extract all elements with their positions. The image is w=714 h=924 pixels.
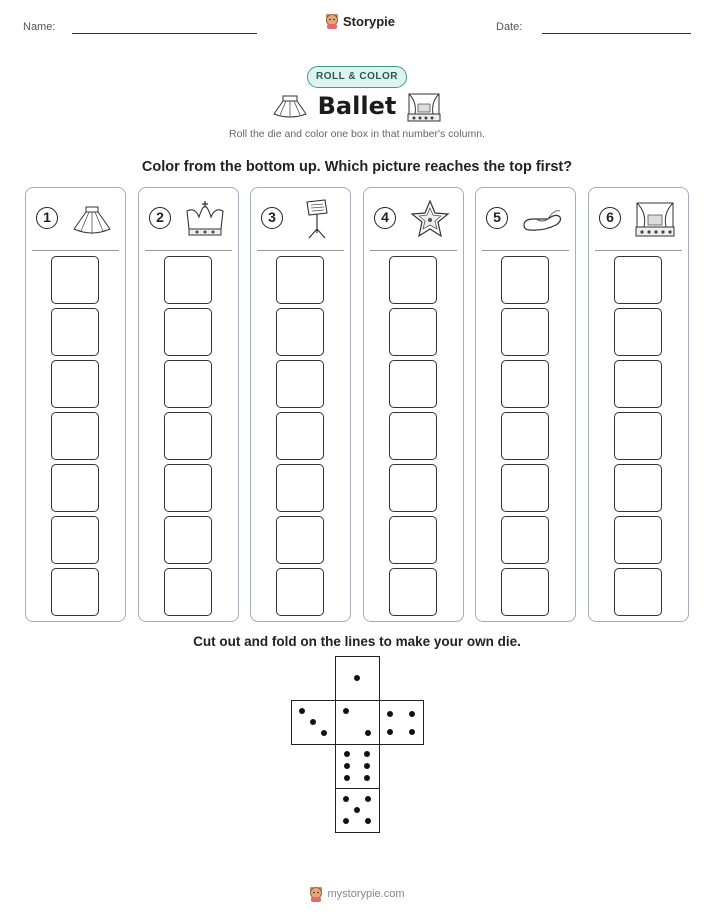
date-label: Date: xyxy=(496,21,523,33)
die-face-4[interactable] xyxy=(379,700,424,745)
pip xyxy=(343,708,349,714)
question: Color from the bottom up. Which picture reaches the top first? xyxy=(141,159,573,175)
pip xyxy=(321,730,327,736)
column-number: 2 xyxy=(149,207,171,229)
color-box[interactable] xyxy=(164,516,212,564)
pip xyxy=(344,751,350,757)
pip xyxy=(354,675,360,681)
name-label: Name: xyxy=(23,21,56,33)
column-number: 5 xyxy=(486,207,508,229)
color-box[interactable] xyxy=(614,360,662,408)
pip xyxy=(299,708,305,714)
color-box[interactable] xyxy=(51,360,99,408)
column-number: 1 xyxy=(36,207,58,229)
color-box[interactable] xyxy=(276,308,324,356)
die-instruction: Cut out and fold on the lines to make your own die. xyxy=(193,634,521,649)
color-box[interactable] xyxy=(614,464,662,512)
column-divider xyxy=(595,250,682,251)
music-stand-icon xyxy=(295,199,339,239)
pip xyxy=(365,818,371,824)
column-3 xyxy=(250,187,351,622)
column-number: 6 xyxy=(599,207,621,229)
footer-url[interactable]: mystorypie.com xyxy=(327,888,405,900)
color-box[interactable] xyxy=(164,412,212,460)
color-box[interactable] xyxy=(276,412,324,460)
tutu-icon xyxy=(70,199,114,239)
color-box[interactable] xyxy=(389,360,437,408)
color-box[interactable] xyxy=(164,568,212,616)
pip xyxy=(344,775,350,781)
color-box[interactable] xyxy=(614,516,662,564)
die-face-1[interactable] xyxy=(335,656,380,701)
column-divider xyxy=(370,250,457,251)
pip xyxy=(387,729,393,735)
ballet-slipper-icon xyxy=(520,199,564,239)
color-box[interactable] xyxy=(389,308,437,356)
color-box[interactable] xyxy=(276,568,324,616)
color-box[interactable] xyxy=(501,464,549,512)
pip xyxy=(365,730,371,736)
bear-logo-icon xyxy=(309,886,323,902)
color-box[interactable] xyxy=(501,308,549,356)
pip xyxy=(343,796,349,802)
pip xyxy=(365,796,371,802)
pip xyxy=(344,763,350,769)
column-divider xyxy=(482,250,569,251)
page-title: Ballet xyxy=(317,92,397,120)
color-box[interactable] xyxy=(51,308,99,356)
pip xyxy=(364,751,370,757)
color-box[interactable] xyxy=(51,412,99,460)
color-box[interactable] xyxy=(51,568,99,616)
pip xyxy=(354,807,360,813)
die-face-5[interactable] xyxy=(335,788,380,833)
color-box[interactable] xyxy=(501,568,549,616)
roll-color-badge: ROLL & COLOR xyxy=(307,66,407,88)
color-box[interactable] xyxy=(614,256,662,304)
column-1 xyxy=(25,187,126,622)
color-box[interactable] xyxy=(501,412,549,460)
color-box[interactable] xyxy=(164,464,212,512)
pip xyxy=(310,719,316,725)
color-box[interactable] xyxy=(276,256,324,304)
column-number: 3 xyxy=(261,207,283,229)
color-box[interactable] xyxy=(501,256,549,304)
column-divider xyxy=(145,250,232,251)
color-box[interactable] xyxy=(276,464,324,512)
color-box[interactable] xyxy=(164,256,212,304)
die-face-6[interactable] xyxy=(335,744,380,789)
color-box[interactable] xyxy=(501,360,549,408)
column-divider xyxy=(32,250,119,251)
pip xyxy=(364,775,370,781)
color-box[interactable] xyxy=(389,464,437,512)
footer xyxy=(0,886,714,902)
star-icon xyxy=(408,199,452,239)
name-line[interactable] xyxy=(72,33,257,34)
crown-icon xyxy=(183,199,227,239)
column-number: 4 xyxy=(374,207,396,229)
column-6 xyxy=(588,187,689,622)
color-box[interactable] xyxy=(51,256,99,304)
color-box[interactable] xyxy=(276,516,324,564)
pip xyxy=(387,711,393,717)
date-line[interactable] xyxy=(542,33,691,34)
instructions: Roll the die and color one box in that number's column. xyxy=(229,128,485,140)
column-4 xyxy=(363,187,464,622)
color-box[interactable] xyxy=(389,516,437,564)
color-box[interactable] xyxy=(614,308,662,356)
column-divider xyxy=(257,250,344,251)
color-box[interactable] xyxy=(501,516,549,564)
color-box[interactable] xyxy=(51,516,99,564)
column-5 xyxy=(475,187,576,622)
bear-logo-icon xyxy=(325,13,339,29)
color-box[interactable] xyxy=(614,568,662,616)
brand-logo xyxy=(325,13,395,29)
color-box[interactable] xyxy=(51,464,99,512)
color-box[interactable] xyxy=(614,412,662,460)
die-face-3[interactable] xyxy=(291,700,336,745)
stage-icon xyxy=(407,92,441,122)
brand-name: Storypie xyxy=(343,13,396,29)
pip xyxy=(364,763,370,769)
stage-icon xyxy=(633,199,677,239)
pip xyxy=(409,729,415,735)
pip xyxy=(343,818,349,824)
color-box[interactable] xyxy=(276,360,324,408)
color-box[interactable] xyxy=(389,412,437,460)
color-box[interactable] xyxy=(164,308,212,356)
column-2 xyxy=(138,187,239,622)
color-box[interactable] xyxy=(389,256,437,304)
color-box[interactable] xyxy=(389,568,437,616)
pip xyxy=(409,711,415,717)
color-box[interactable] xyxy=(164,360,212,408)
die-face-2[interactable] xyxy=(335,700,380,745)
